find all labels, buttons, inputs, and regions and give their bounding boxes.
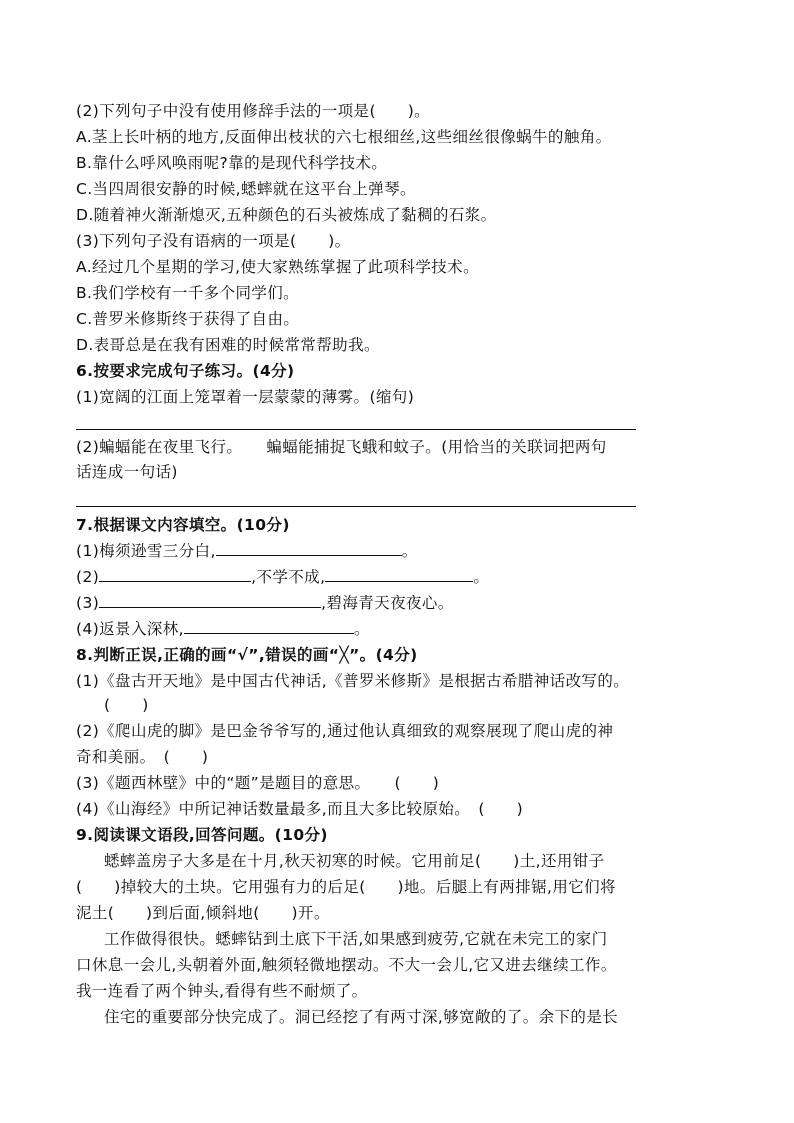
- q2-option-c: C.当四周很安静的时候,蟋蟀就在这平台上弹琴。: [76, 180, 416, 198]
- q2-stem: (2)下列句子中没有使用修辞手法的一项是( )。: [76, 102, 431, 120]
- q6-item-2-line-2: 话连成一句话): [76, 463, 178, 481]
- q6-answer-line-2[interactable]: [76, 506, 636, 507]
- passage-p2-line-2: 口休息一会儿,头朝着外面,触须轻微地摆动。不大一会儿,它又进去继续工作。: [76, 956, 617, 974]
- q7-3-num: (3): [76, 594, 100, 612]
- q7-1-text: (1)梅须逊雪三分白,: [76, 542, 216, 560]
- q7-item-4: [76, 618, 370, 640]
- q8-item-1-bracket[interactable]: ( ): [104, 696, 149, 714]
- q7-1-end: 。: [401, 542, 418, 560]
- q2-option-d: D.随着神火渐渐熄灭,五种颜色的石头被炼成了黏稠的石浆。: [76, 206, 497, 224]
- q7-3-blank[interactable]: [99, 592, 321, 608]
- q7-2-blank-2[interactable]: [325, 566, 473, 582]
- q7-item-1: [76, 540, 418, 562]
- q6-item-2-line-1: (2)蝙蝠能在夜里飞行。 蝙蝠能捕捉飞蛾和蚊子。(用恰当的关联词把两句: [76, 438, 607, 456]
- q2-option-b: B.靠什么呼风唤雨呢?靠的是现代科学技术。: [76, 154, 388, 172]
- q7-item-3: [76, 592, 454, 614]
- q3-option-a: A.经过几个星期的学习,使大家熟练掌握了此项科学技术。: [76, 258, 479, 276]
- q7-item-2: [76, 566, 489, 588]
- q7-2-mid: ,不学不成,: [251, 568, 326, 586]
- q9-heading: 9.阅读课文语段,回答问题。(10分): [76, 826, 328, 844]
- passage-p3-line-1: 住宅的重要部分快完成了。洞已经挖了有两寸深,够宽敞的了。余下的是长: [104, 1008, 619, 1026]
- q7-heading: 7.根据课文内容填空。(10分): [76, 516, 290, 534]
- q7-2-num: (2): [76, 568, 100, 586]
- q8-heading: 8.判断正误,正确的画“√”,错误的画“╳”。(4分): [76, 646, 418, 664]
- passage-p2-line-3: 我一连看了两个钟头,看得有些不耐烦了。: [76, 982, 368, 1000]
- q7-2-end: 。: [473, 568, 490, 586]
- q8-item-2-line-2: 奇和美丽。 ( ): [76, 748, 209, 766]
- q7-3-end: ,碧海青天夜夜心。: [321, 594, 454, 612]
- q7-4-blank[interactable]: [184, 618, 354, 634]
- q8-item-3: (3)《题西林壁》中的“题”是题目的意思。 ( ): [76, 774, 440, 792]
- q7-4-end: 。: [353, 620, 370, 638]
- q6-answer-line-1[interactable]: [76, 429, 636, 430]
- q6-heading: 6.按要求完成句子练习。(4分): [76, 362, 295, 380]
- q8-item-2-line-1: (2)《爬山虎的脚》是巴金爷爷写的,通过他认真细致的观察展现了爬山虎的神: [76, 722, 614, 740]
- passage-p1-line-2: ( )掉较大的土块。它用强有力的后足( )地。后腿上有两排锯,用它们将: [76, 878, 616, 896]
- q8-item-4: (4)《山海经》中所记神话数量最多,而且大多比较原始。 ( ): [76, 800, 524, 818]
- q2-option-a: A.茎上长叶柄的地方,反面伸出枝状的六七根细丝,这些细丝很像蜗牛的触角。: [76, 128, 612, 146]
- passage-p1-line-1: 蟋蟀盖房子大多是在十月,秋天初寒的时候。它用前足( )土,还用钳子: [104, 852, 605, 870]
- q7-4-text: (4)返景入深林,: [76, 620, 184, 638]
- passage-p1-line-3: 泥土( )到后面,倾斜地( )开。: [76, 904, 330, 922]
- q6-item-1: (1)宽阔的江面上笼罩着一层蒙蒙的薄雾。(缩句): [76, 388, 415, 406]
- passage-p2-line-1: 工作做得很快。蟋蟀钻到土底下干活,如果感到疲劳,它就在未完工的家门: [104, 930, 608, 948]
- q3-stem: (3)下列句子没有语病的一项是( )。: [76, 232, 351, 250]
- q7-1-blank[interactable]: [216, 540, 402, 556]
- q8-item-1: (1)《盘古开天地》是中国古代神话,《普罗米修斯》是根据古希腊神话改写的。: [76, 672, 630, 690]
- q7-2-blank-1[interactable]: [99, 566, 251, 582]
- q3-option-d: D.表哥总是在我有困难的时候常常帮助我。: [76, 336, 380, 354]
- q3-option-c: C.普罗米修斯终于获得了自由。: [76, 310, 300, 328]
- q3-option-b: B.我们学校有一千多个同学们。: [76, 284, 300, 302]
